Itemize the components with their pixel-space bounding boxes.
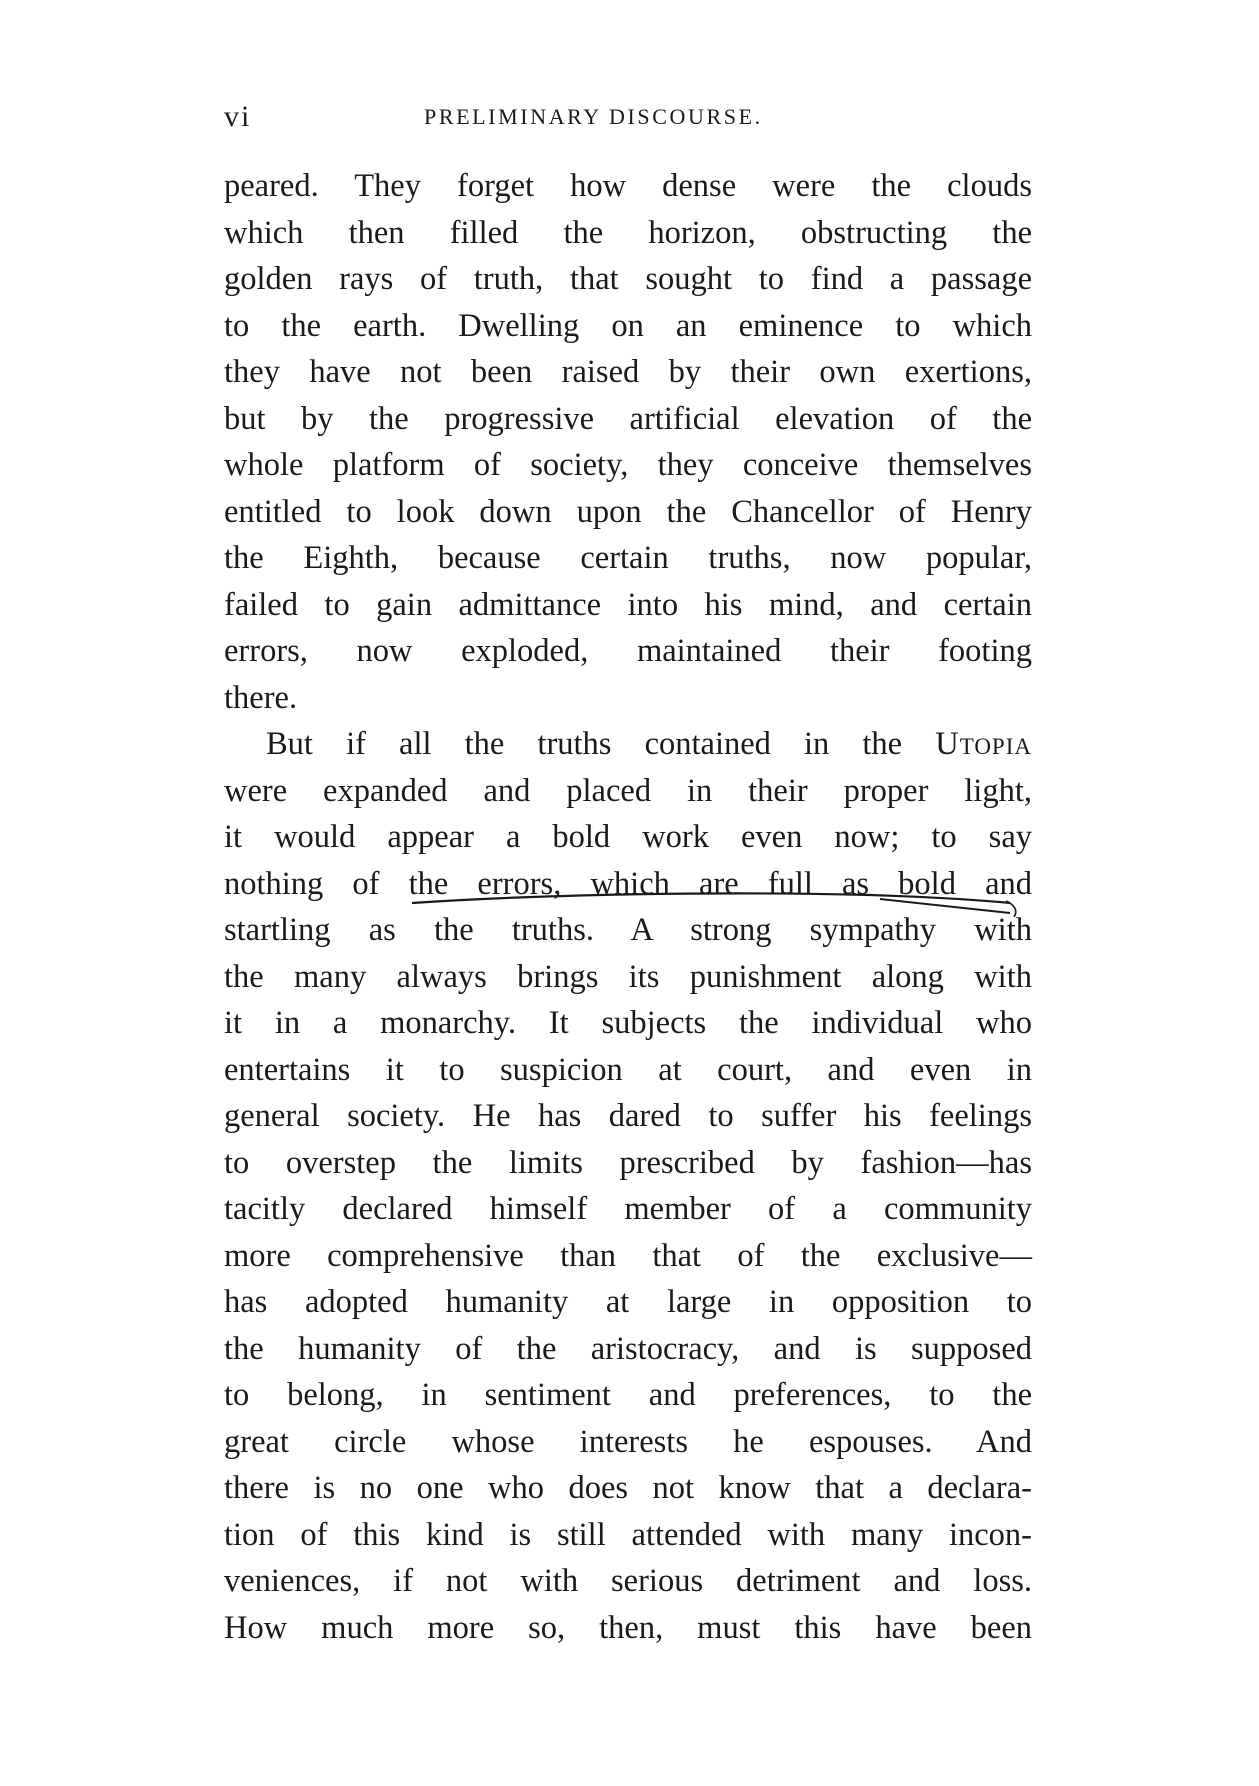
handwritten-underline-mark [410,889,1030,925]
text-line: to overstep the limits prescribed by fashion—has [224,1144,1032,1181]
small-caps-title: Utopia [935,726,1032,762]
text-line: nothing of the errors, which are full as bold and [224,865,1032,902]
text-line: veniences, if not with serious detriment and loss. [224,1563,1032,1599]
text-line: the humanity of the aristocracy, and is supposed [224,1330,1032,1367]
text-line: golden rays of truth, that sought to find a passage [224,261,1032,297]
text-line: general society. He has dared to suffer his feelings [224,1098,1032,1134]
text-line: it would appear a bold work even now; to say [224,819,1032,855]
text-line: to the earth. Dwelling on an eminence to which [224,307,1032,344]
text-line: failed to gain admittance into his mind, and certain [224,586,1032,623]
text-line: peared. They forget how dense were the clouds [224,168,1032,204]
page-number: vi [224,100,252,133]
text-line: more comprehensive than that of the exclusive— [224,1237,1032,1274]
text-line: entitled to look down upon the Chancellor of Henry [224,493,1032,530]
text-line: tion of this kind is still attended with many incon- [224,1516,1032,1553]
text-line: How much more so, then, must this have been [224,1609,1032,1646]
text-line: they have not been raised by their own exertions, [224,354,1032,390]
text-line: great circle whose interests he espouses. And [224,1423,1032,1460]
text-line: to belong, in sentiment and preferences, to the [224,1377,1032,1413]
opening-words: But if all the truths contained in the [266,726,903,762]
text-line: it in a monarchy. It subjects the individual who [224,1005,1032,1041]
text-line: there. [224,679,298,716]
text-line: there is no one who does not know that a declara- [224,1470,1032,1506]
running-head [224,100,1032,136]
text-line: the Eighth, because certain truths, now popular, [224,540,1032,576]
text-line: tacitly declared himself member of a community [224,1191,1032,1227]
text-line: startling as the truths. A strong sympathy with [224,912,1032,948]
text-line: entertains it to suspicion at court, and even in [224,1051,1032,1088]
text-line: but by the progressive artificial elevation of the [224,400,1032,437]
text-line: the many always brings its punishment along with [224,958,1032,995]
paragraph-opening-line [224,721,1032,768]
running-title: PRELIMINARY DISCOURSE. [424,104,763,129]
text-line: were expanded and placed in their proper light, [224,772,1032,809]
text-line: which then filled the horizon, obstructing the [224,214,1032,251]
text-line: whole platform of society, they conceive themselves [224,447,1032,483]
text-line: has adopted humanity at large in opposition to [224,1284,1032,1320]
text-line: errors, now exploded, maintained their footing [224,633,1032,669]
